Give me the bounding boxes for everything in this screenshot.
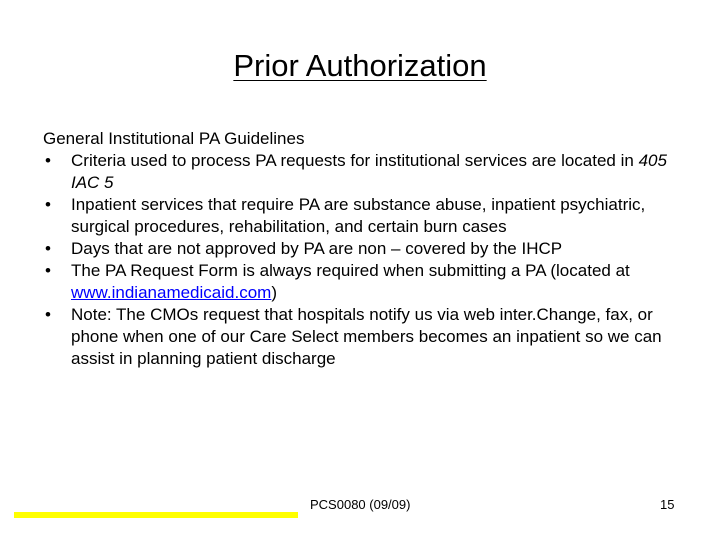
slide-title-wrap xyxy=(0,48,720,84)
page-number: 15 xyxy=(660,497,675,512)
section-heading: General Institutional PA Guidelines xyxy=(43,129,305,148)
regulation-citation: 405 IAC 5 xyxy=(71,151,667,192)
medicaid-website-link[interactable]: www.indianamedicaid.com xyxy=(71,283,272,302)
slide-body xyxy=(43,128,693,370)
bullet-text: Note: The CMOs request that hospitals notify us via web inter.Change, fax, or phone when one of our Care Select members becomes an inpatient so we can assist in planning patient discharge xyxy=(71,305,662,368)
bullet-text: Criteria used to process PA requests for institutional services are located in xyxy=(71,151,639,170)
bullet-dot: • xyxy=(45,195,51,214)
bullet-dot: • xyxy=(45,151,51,170)
bullet-item xyxy=(43,238,693,260)
bullet-text-suffix: ) xyxy=(271,283,277,302)
footer-document-code: PCS0080 (09/09) xyxy=(310,497,411,512)
bullet-item xyxy=(43,150,693,194)
bullet-dot: • xyxy=(45,261,51,280)
bullet-dot: • xyxy=(45,305,51,324)
bullet-text: Days that are not approved by PA are non – covered by the IHCP xyxy=(71,239,563,258)
bullet-dot: • xyxy=(45,239,51,258)
footer-accent-bar xyxy=(14,512,298,518)
slide-title: Prior Authorization xyxy=(233,48,487,83)
bullet-list xyxy=(43,150,693,370)
bullet-text: Inpatient services that require PA are substance abuse, inpatient psychiatric, surgical procedures, rehabilitation, and certain burn cases xyxy=(71,195,646,236)
bullet-item xyxy=(43,194,693,238)
bullet-text: The PA Request Form is always required when submitting a PA (located at xyxy=(71,261,630,280)
bullet-item xyxy=(43,260,693,304)
bullet-item xyxy=(43,304,693,370)
